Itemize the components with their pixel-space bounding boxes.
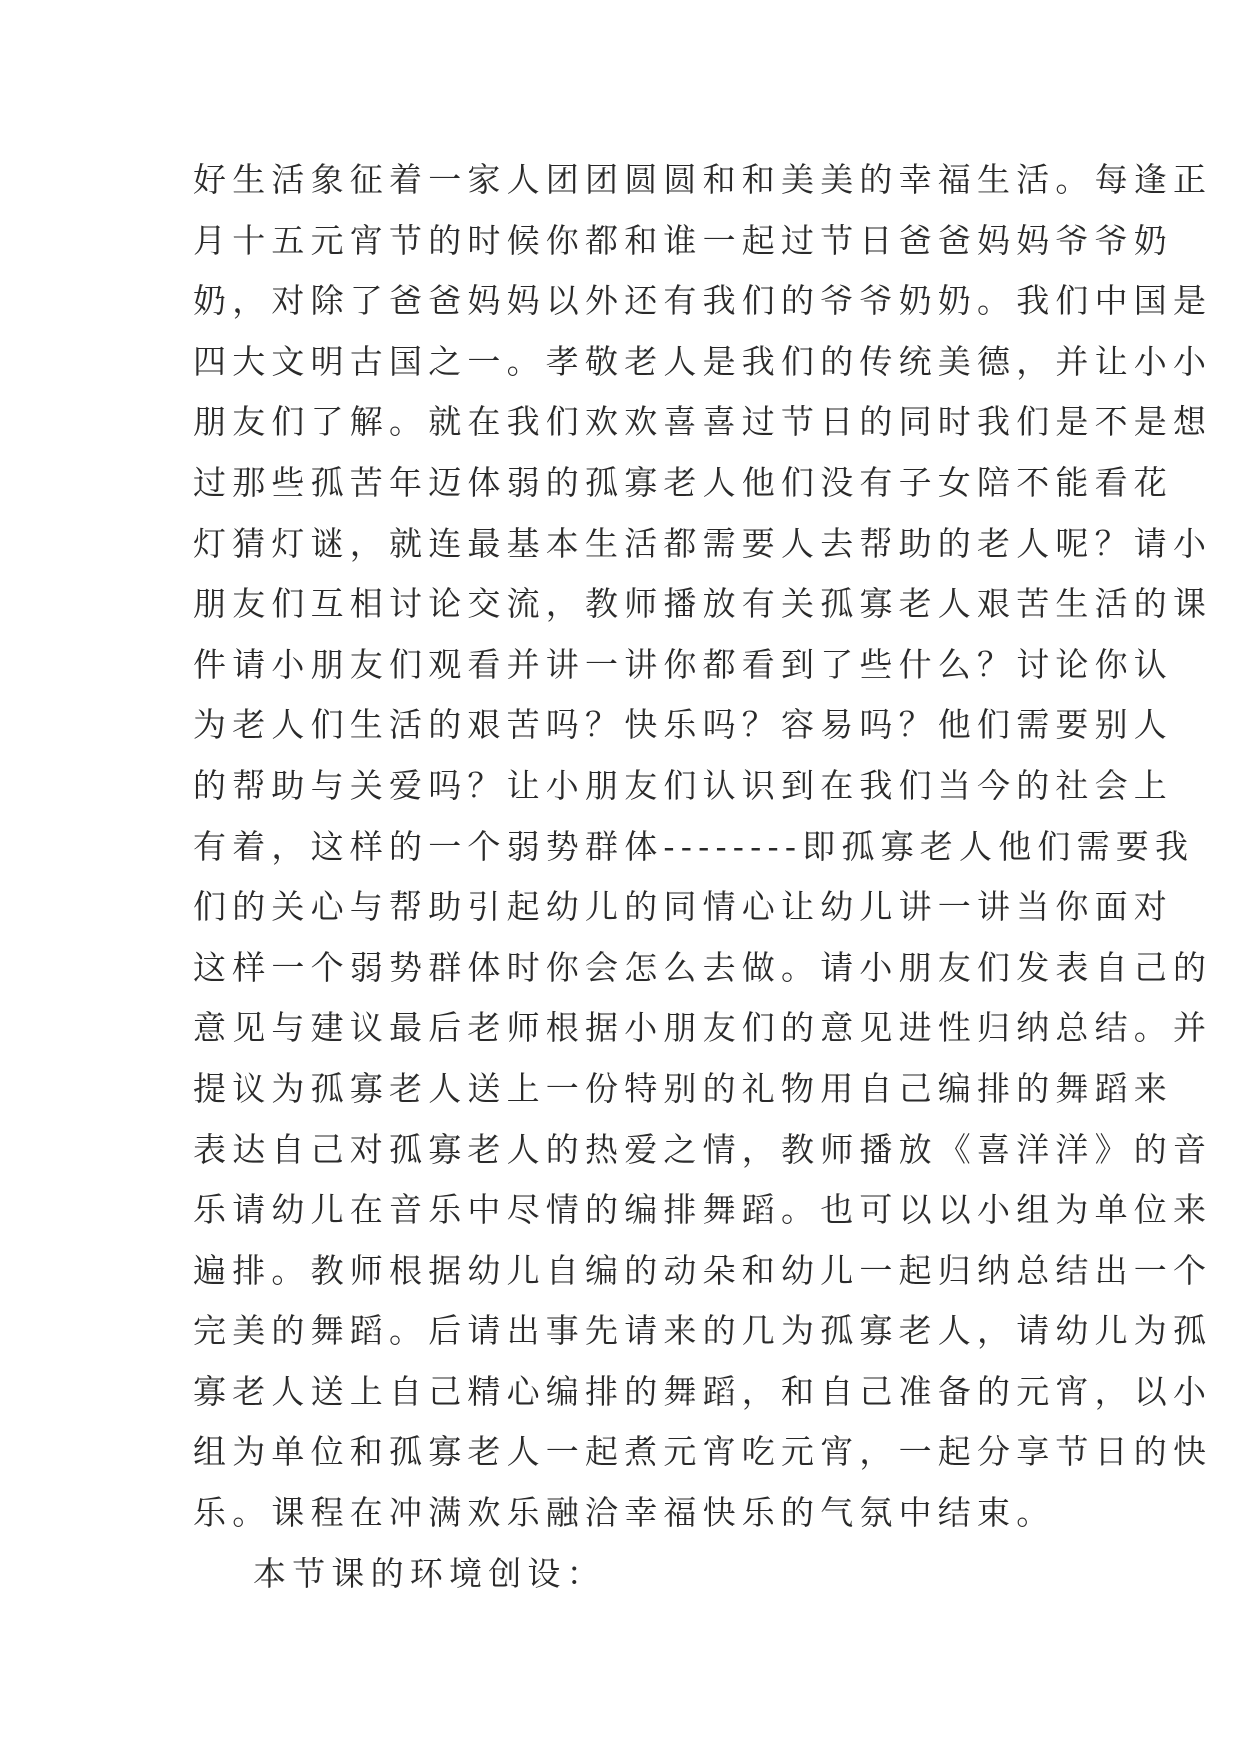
paragraph-line: 完美的舞蹈。后请出事先请来的几为孤寡老人，请幼儿为孤 <box>193 1311 1213 1351</box>
paragraph-line: 这样一个弱势群体时你会怎么去做。请小朋友们发表自己的 <box>193 947 1213 987</box>
section-heading: 本节课的环境创设： <box>253 1553 606 1593</box>
paragraph-line: 意见与建议最后老师根据小朋友们的意见进性归纳总结。并 <box>193 1008 1213 1048</box>
paragraph-line: 乐。课程在冲满欢乐融洽幸福快乐的气氛中结束。 <box>193 1493 1056 1533</box>
paragraph-line: 有着，这样的一个弱势群体--------即孤寡老人他们需要我 <box>193 826 1195 866</box>
paragraph-line: 件请小朋友们观看并讲一讲你都看到了些什么？讨论你认 <box>193 644 1173 684</box>
paragraph-line: 遍排。教师根据幼儿自编的动朵和幼儿一起归纳总结出一个 <box>193 1250 1213 1290</box>
paragraph-line: 奶，对除了爸爸妈妈以外还有我们的爷爷奶奶。我们中国是 <box>193 281 1213 321</box>
paragraph-line: 朋友们互相讨论交流，教师播放有关孤寡老人艰苦生活的课 <box>193 584 1213 624</box>
paragraph-line: 四大文明古国之一。孝敬老人是我们的传统美德，并让小小 <box>193 341 1213 381</box>
paragraph-line: 表达自己对孤寡老人的热爱之情，教师播放《喜洋洋》的音 <box>193 1129 1213 1169</box>
paragraph-line: 组为单位和孤寡老人一起煮元宵吃元宵，一起分享节日的快 <box>193 1432 1213 1472</box>
body-text <box>193 150 1213 1604</box>
paragraph-line: 提议为孤寡老人送上一份特别的礼物用自己编排的舞蹈来 <box>193 1068 1173 1108</box>
paragraph-line: 过那些孤苦年迈体弱的孤寡老人他们没有子女陪不能看花 <box>193 462 1173 502</box>
paragraph-line: 的帮助与关爱吗？让小朋友们认识到在我们当今的社会上 <box>193 765 1173 805</box>
paragraph-line: 为老人们生活的艰苦吗？快乐吗？容易吗？他们需要别人 <box>193 705 1173 745</box>
paragraph-line: 朋友们了解。就在我们欢欢喜喜过节日的同时我们是不是想 <box>193 402 1213 442</box>
paragraph-line: 们的关心与帮助引起幼儿的同情心让幼儿讲一讲当你面对 <box>193 887 1173 927</box>
paragraph-line: 月十五元宵节的时候你都和谁一起过节日爸爸妈妈爷爷奶 <box>193 220 1173 260</box>
paragraph-line: 乐请幼儿在音乐中尽情的编排舞蹈。也可以以小组为单位来 <box>193 1190 1213 1230</box>
paragraph-line: 灯猜灯谜，就连最基本生活都需要人去帮助的老人呢？请小 <box>193 523 1213 563</box>
paragraph-line: 好生活象征着一家人团团圆圆和和美美的幸福生活。每逢正 <box>193 160 1213 199</box>
paragraph-line: 寡老人送上自己精心编排的舞蹈，和自己准备的元宵，以小 <box>193 1371 1213 1411</box>
